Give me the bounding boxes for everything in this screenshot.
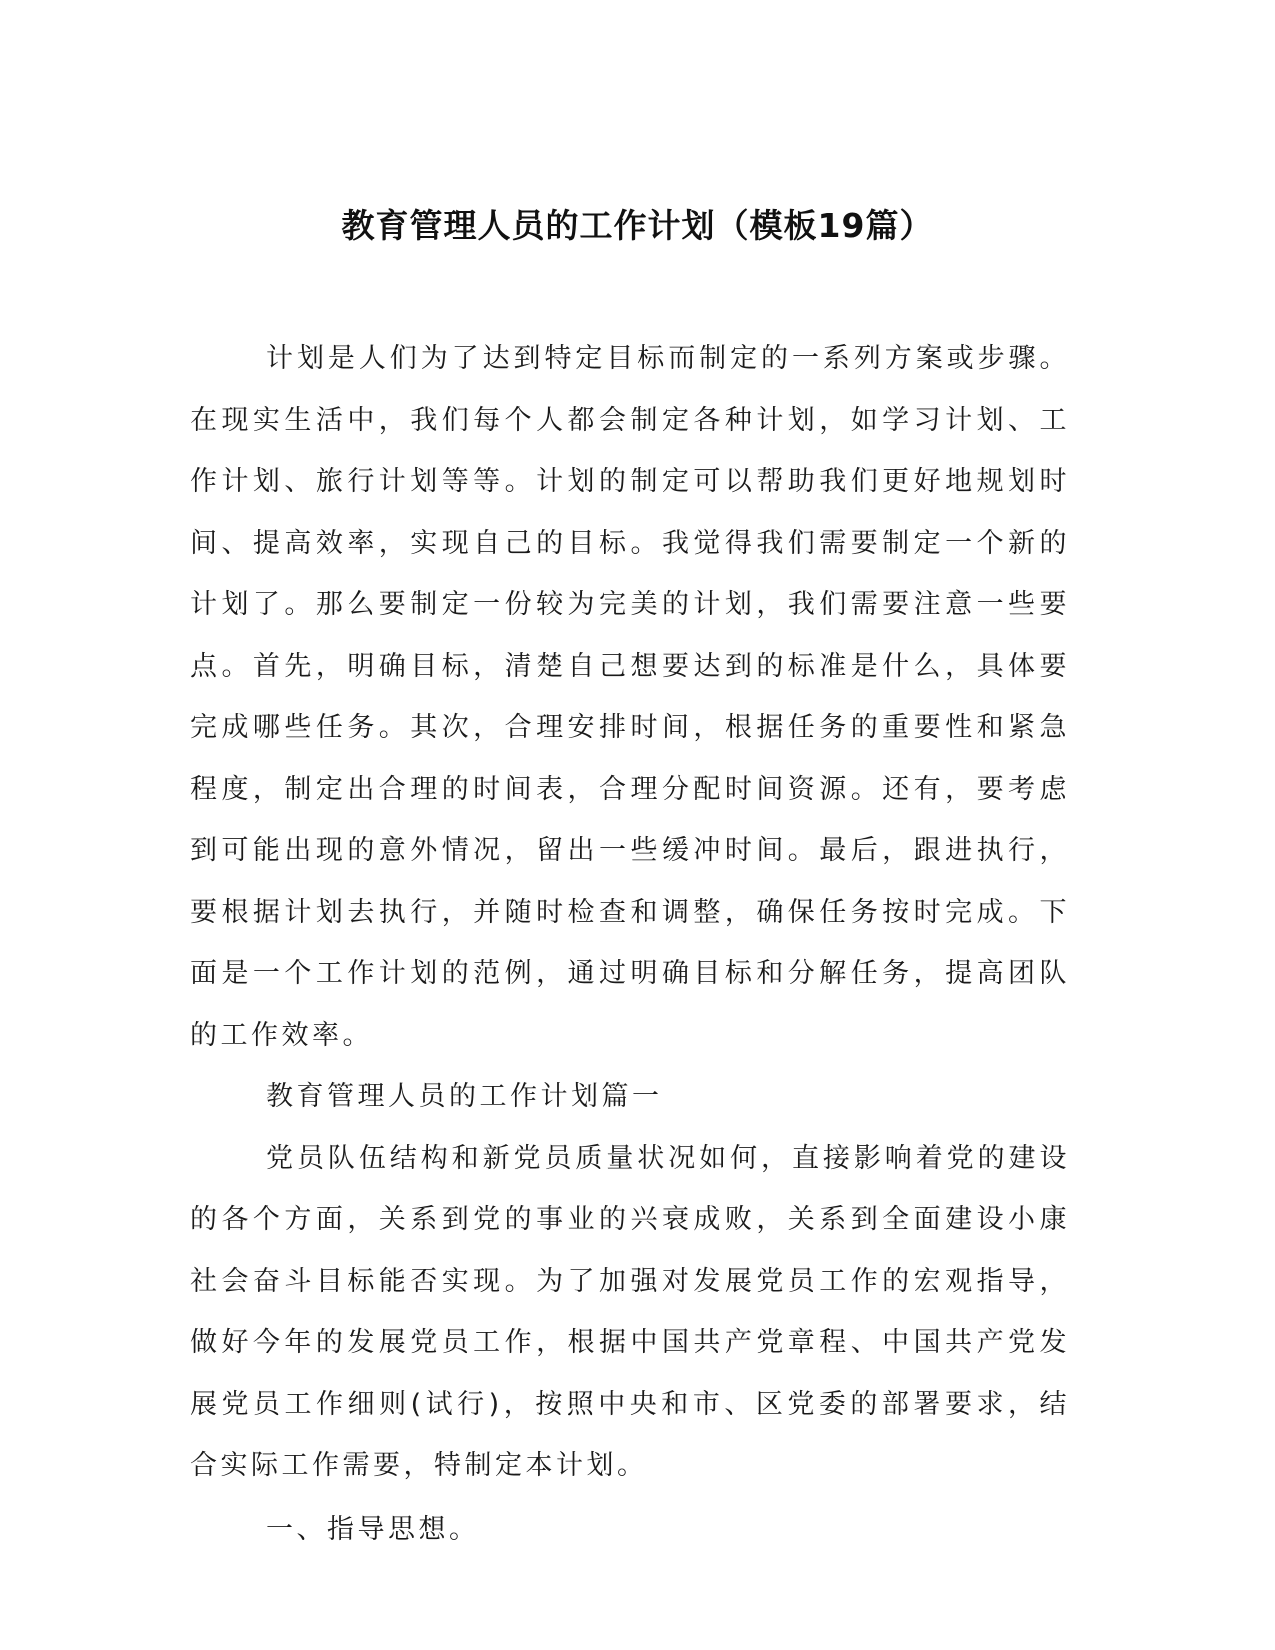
intro-paragraph: 计划是人们为了达到特定目标而制定的一系列方案或步骤。在现实生活中，我们每个人都会制定各种计划，如学习计划、工作计划、旅行计划等等。计划的制定可以帮助我们更好地规划时间、提高效率，实现自己的目标。我觉得我们需要制定一个新的计划了。那么要制定一份较为完美的计划，我们需要注意一些要点。首先，明确目标，清楚自己想要达到的标准是什么，具体要完成哪些任务。其次，合理安排时间，根据任务的重要性和紧急程度，制定出合理的时间表，合理分配时间资源。还有，要考虑到可能出现的意外情况，留出一些缓冲时间。最后，跟进执行，要根据计划去执行，并随时检查和调整，确保任务按时完成。下面是一个工作计划的范例，通过明确目标和分解任务，提高团队的工作效率。 (190, 343, 1070, 1051)
document-title: 教育管理人员的工作计划（模板19篇） (341, 206, 934, 246)
body-paragraph: 党员队伍结构和新党员质量状况如何，直接影响着党的建设的各个方面，关系到党的事业的兴衰成败，关系到全面建设小康社会奋斗目标能否实现。为了加强对发展党员工作的宏观指导，做好今年的发展党员工作，根据中国共产党章程、中国共产党发展党员工作细则(试行)，按照中央和市、区党委的部署要求，结合实际工作需要，特制定本计划。 (190, 1142, 1070, 1481)
subsection-heading: 一、指导思想。 (266, 1513, 480, 1545)
section-heading: 教育管理人员的工作计划篇一 (266, 1081, 663, 1112)
document-body (190, 328, 1070, 1560)
